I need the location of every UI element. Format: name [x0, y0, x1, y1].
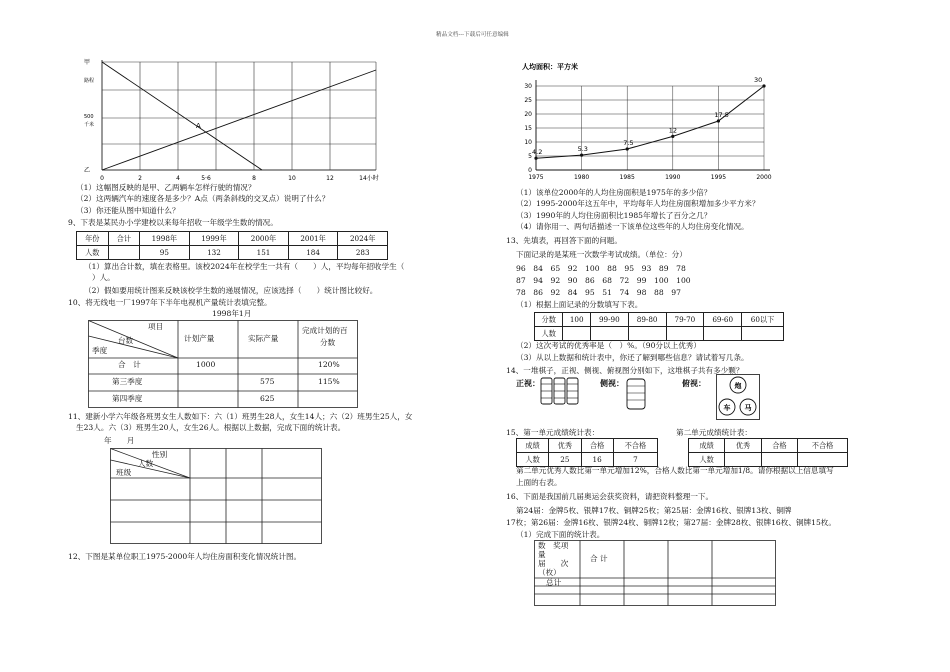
cell: 60以下	[742, 313, 784, 327]
q16-table	[534, 540, 776, 606]
q9-1: （1）算出合计数，填在表格里。该校2024年在校学生一共有（ ）人，平均每年招收学生（	[84, 262, 405, 271]
q12-2: （2）1995-2000年这五年中，平均每年人均住房面积增加多少平方米？	[516, 199, 760, 208]
col-rate: 完成计划的百	[302, 326, 348, 335]
data-label: 4.2	[532, 148, 543, 157]
col-plan: 计划产量	[184, 334, 215, 343]
cell: 184	[288, 246, 338, 260]
top-view-icon	[716, 374, 760, 420]
cell: 人数	[77, 246, 109, 260]
xtick: 14小时	[359, 175, 379, 182]
cell: 625	[260, 394, 275, 403]
diag-qty: 量	[538, 550, 546, 559]
line-yi	[102, 62, 262, 170]
row-q4: 第四季度	[112, 394, 143, 403]
cell: 7	[613, 453, 657, 467]
axis-label-500: 500	[84, 114, 94, 120]
xtick: 5·6	[201, 175, 211, 182]
cell: 合计	[108, 232, 140, 246]
xtick-label: 1990	[665, 174, 681, 181]
data-point	[717, 119, 720, 122]
diag-count: 台数	[118, 336, 134, 345]
cell[interactable]	[761, 453, 797, 467]
cell[interactable]	[563, 327, 590, 341]
scores-row: 96 84 65 92 100 88 95 93 89 78	[516, 264, 686, 273]
diag-unit: （枚）	[538, 568, 561, 577]
chess-che: 车	[723, 404, 731, 412]
q13-intro: 下面记录的是某班一次数学考试成绩。（单位：分）	[516, 250, 687, 259]
diag-session: 届 次	[538, 559, 569, 568]
chess-ma: 马	[744, 404, 752, 412]
ytick-label: 5	[528, 153, 532, 160]
q11a: 11、建新小学六年级各班男女生人数如下：六（1）班男生28人，女生14人；六（2）班男生25人，女	[68, 412, 413, 421]
row-total: 合 计	[118, 360, 141, 369]
diag-class: 班级	[116, 468, 132, 477]
data-point	[762, 84, 765, 87]
data-label: 12	[668, 126, 678, 135]
view-side-label: 侧视：	[600, 378, 624, 388]
cell: 成绩	[517, 439, 549, 453]
xtick: 4	[176, 175, 180, 182]
cell[interactable]	[590, 327, 628, 341]
q11-date: 年 月	[104, 436, 135, 445]
cell: 人数	[689, 453, 725, 467]
cell: 99-90	[590, 313, 628, 327]
xtick-label: 2000	[756, 174, 772, 181]
q15d: 上面的右表。	[516, 478, 562, 487]
cell: 115%	[318, 377, 340, 386]
q13-table	[534, 312, 784, 341]
axis-label-km: 千米	[84, 122, 95, 128]
chart-title: 人均面积：平方米	[522, 63, 578, 71]
q10: 10、将无线电一厂1997年下半年电视机产量统计表填完整。	[68, 298, 272, 307]
data-label: 17.5	[714, 111, 729, 119]
cell: 合格	[761, 439, 797, 453]
cell[interactable]	[725, 453, 761, 467]
xtick: 8	[252, 175, 256, 182]
cell: 1999年	[189, 232, 239, 246]
diag-gender: 性别	[152, 450, 168, 459]
ytick-label: 30	[524, 83, 532, 90]
cell: 人数	[517, 453, 549, 467]
cell[interactable]	[628, 327, 666, 341]
cell: 120%	[318, 360, 340, 369]
q9-1b: ）人。	[92, 273, 115, 282]
cell: 不合格	[798, 439, 848, 453]
cell: 2024年	[338, 232, 388, 246]
cell: 89-80	[628, 313, 666, 327]
point-a-label: A	[196, 122, 201, 130]
q16-l1: 第24届：金牌5枚、银牌17枚、铜牌25枚；第25届：金牌16枚、银牌13枚、铜牌	[516, 506, 792, 515]
cell: 2001年	[288, 232, 338, 246]
cell: 不合格	[613, 439, 657, 453]
col-actual: 实际产量	[248, 334, 279, 343]
cell: 优秀	[549, 439, 581, 453]
view-front-label: 正视：	[516, 378, 540, 388]
cell: 人数	[535, 327, 563, 341]
cell: 79-70	[666, 313, 704, 327]
cell: 优秀	[725, 439, 761, 453]
q12: 12、下图是某单位职工1975-2000年人均住房面积变化情况统计图。	[68, 552, 302, 561]
q12-3: （3）1990年的人均住房面积比1985年增长了百分之几？	[516, 211, 712, 220]
xtick: 10	[288, 175, 296, 182]
row-total: 总计	[546, 578, 562, 587]
q15-table-2	[688, 438, 848, 467]
q15c: 第二单元优秀人数比第一单元增加12%，合格人数比第一单元增加1/8。请你根据以上信息填写	[516, 466, 834, 475]
cell: 1000	[196, 360, 216, 369]
cell: 16	[581, 453, 613, 467]
data-label: 7.5	[623, 139, 634, 147]
xtick: 2	[138, 175, 142, 182]
view-top-label: 俯视：	[682, 378, 706, 388]
cell: 合格	[581, 439, 613, 453]
cell: 132	[189, 246, 239, 260]
q8-2: （2）这两辆汽车的速度各是多少？A点（两条斜线的交叉点）说明了什么？	[76, 194, 330, 203]
q16-l3: （1）完成下面的统计表。	[516, 530, 605, 539]
cell: 69-60	[704, 313, 742, 327]
xtick-label: 1985	[619, 174, 635, 181]
xtick: 0	[100, 175, 104, 182]
xtick: 12	[326, 175, 334, 182]
scores-row: 87 94 92 90 86 68 72 99 100 100	[516, 276, 691, 285]
cell: 283	[338, 246, 388, 260]
q9-table	[76, 231, 388, 260]
front-view-icon	[540, 376, 582, 406]
axis-label-yi: 乙	[84, 167, 91, 174]
xtick-label: 1995	[710, 174, 727, 181]
cell[interactable]	[704, 327, 742, 341]
cell: 成绩	[689, 439, 725, 453]
q12-4: （4）请你用一、两句话描述一下该单位这些年的人均住房变化情况。	[516, 222, 749, 231]
data-point	[671, 135, 674, 138]
q15-table-1	[516, 438, 658, 467]
travel-graph	[82, 50, 382, 182]
q10-date: 1998年1月	[212, 309, 252, 318]
cell: 100	[563, 313, 590, 327]
q10-table	[88, 320, 358, 408]
cell: 151	[239, 246, 289, 260]
diag-count: 人数	[138, 459, 154, 468]
q16: 16、下面是我国前几届奥运会获奖资料，请把资料整理一下。	[506, 492, 714, 501]
ytick-label: 0	[528, 167, 532, 174]
ytick-label: 25	[524, 97, 532, 104]
ytick-label: 10	[524, 139, 532, 146]
diag-item: 项目	[148, 322, 164, 331]
cell: 2000年	[239, 232, 289, 246]
cell: 1998年	[140, 232, 190, 246]
series-line	[536, 86, 764, 158]
q15a: 15、第一单元成绩统计表：	[506, 428, 600, 437]
q11b: 生23人。六（3）班男生20人，女生26人。根据以上数据，完成下面的统计表。	[76, 423, 346, 432]
q14: 14、一堆棋子，正视、侧视、俯视图分别如下，这堆棋子共有多少颗？	[506, 366, 744, 375]
ytick-label: 15	[524, 125, 532, 132]
q16-l2: 17枚；第26届：金牌16枚、银牌24枚、铜牌12枚；第27届：金牌28枚、银牌16枚、铜牌15枚。	[506, 518, 836, 527]
chess-pao: 炮	[734, 382, 742, 390]
q8-1: （1）这幅图反映的是甲、乙两辆车怎样行驶的情况？	[76, 183, 256, 192]
q9-2: （2）假如要用统计图来反映该校学生数的递展情况，应该选择（ ）统计图比较好。	[84, 286, 378, 295]
data-point	[626, 147, 629, 150]
diag-award: 数 奖项	[538, 541, 569, 550]
q9: 9、下表是某民办小学建校以来每年招收一年级学生数的情况。	[68, 218, 278, 227]
q15b: 第二单元成绩统计表：	[676, 428, 752, 437]
cell[interactable]	[742, 327, 784, 341]
q13: 13、先填表，再回答下面的问题。	[506, 236, 622, 245]
col-total: 合 计	[590, 554, 608, 563]
cell-total[interactable]	[108, 246, 140, 260]
cell[interactable]	[798, 453, 848, 467]
scores-row: 78 86 92 84 95 51 74 98 88 97	[516, 288, 681, 297]
cell[interactable]	[666, 327, 704, 341]
data-label: 30	[754, 76, 763, 84]
xtick-label: 1980	[573, 174, 590, 181]
axis-label-jia: 甲	[84, 59, 91, 66]
page-header: 精品文档---下载后可任意编辑	[436, 32, 509, 38]
q12-1: （1）该单位2000年的人均住房面积是1975年的多少倍？	[516, 188, 712, 197]
diag-season: 季度	[92, 346, 108, 355]
ytick-label: 20	[524, 111, 532, 118]
cell: 575	[260, 377, 275, 386]
q13-1: （1）根据上面记录的分数填写下表。	[516, 300, 643, 309]
housing-area-chart	[506, 58, 776, 184]
data-point	[580, 154, 583, 157]
q11-table	[110, 448, 322, 544]
axis-label-distance: 路程	[84, 78, 95, 84]
q13-2: （2）这次考试的优秀率是（ ）%。（90分以上优秀）	[516, 341, 701, 350]
cell: 分数	[535, 313, 563, 327]
cell: 95	[140, 246, 190, 260]
cell: 25	[549, 453, 581, 467]
col-rate-2: 分数	[320, 338, 336, 347]
xtick-label: 1975	[528, 174, 544, 181]
side-view-icon	[626, 378, 648, 412]
data-label: 5.3	[577, 145, 588, 154]
cell: 年份	[77, 232, 109, 246]
row-q3: 第三季度	[112, 377, 143, 386]
q8-3: （3）你还能从图中知道什么？	[76, 206, 180, 215]
data-point	[534, 157, 537, 160]
q13-3: （3）从以上数据和统计表中，你还了解到哪些信息？请试着写几条。	[516, 353, 749, 362]
